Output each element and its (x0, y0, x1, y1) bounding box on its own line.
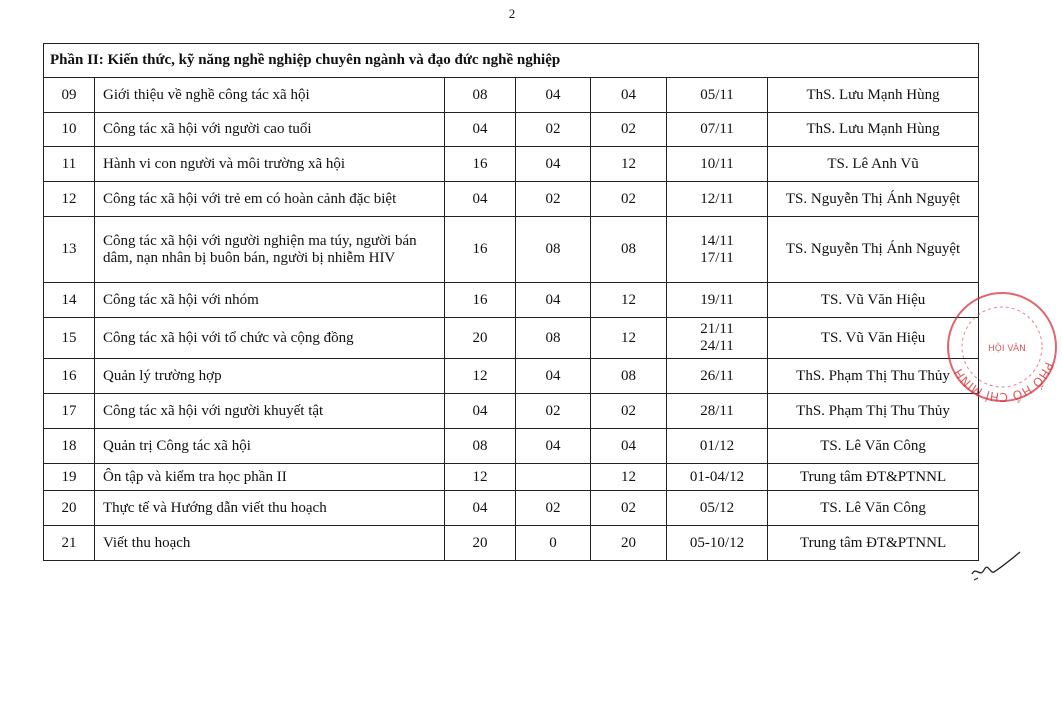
date-cell (667, 182, 768, 217)
theory-hours-cell: 04 (516, 283, 591, 318)
date-cell (667, 359, 768, 394)
date-value: 05/11 (700, 86, 734, 103)
subject-cell: Thực tế và Hướng dẫn viết thu hoạch (95, 491, 445, 526)
table-row (44, 394, 979, 429)
theory-hours-cell: 02 (516, 113, 591, 147)
subject-cell: Công tác xã hội với nhóm (95, 283, 445, 318)
date-value: 19/11 (700, 291, 734, 308)
date-value: 24/11 (700, 338, 734, 354)
subject-cell: Công tác xã hội với người khuyết tật (95, 394, 445, 429)
section-title: Phần II: Kiến thức, kỹ năng nghề nghiệp chuyên ngành và đạo đức nghề nghiệp (44, 44, 979, 78)
total-hours-cell: 04 (445, 491, 516, 526)
table-row (44, 429, 979, 464)
table-row (44, 78, 979, 113)
date-cell (667, 113, 768, 147)
practice-hours-cell: 02 (591, 491, 667, 526)
subject-cell: Quản trị Công tác xã hội (95, 429, 445, 464)
practice-hours-cell: 12 (591, 147, 667, 182)
practice-hours-cell: 12 (591, 464, 667, 491)
lecturer-cell: ThS. Phạm Thị Thu Thủy (768, 359, 979, 394)
row-number: 15 (44, 318, 95, 359)
subject-cell: Công tác xã hội với tổ chức và cộng đồng (95, 318, 445, 359)
total-hours-cell: 20 (445, 318, 516, 359)
row-number: 20 (44, 491, 95, 526)
total-hours-cell: 08 (445, 429, 516, 464)
theory-hours-cell: 0 (516, 526, 591, 561)
date-value: 14/11 (700, 232, 734, 249)
subject-cell: Quản lý trường hợp (95, 359, 445, 394)
date-cell (667, 526, 768, 561)
subject-cell: Công tác xã hội với người nghiện ma túy, người bán dâm, nạn nhân bị buôn bán, người bị nhiễm HIV (95, 217, 445, 283)
theory-hours-cell: 08 (516, 217, 591, 283)
theory-hours-cell: 02 (516, 394, 591, 429)
lecturer-cell: Trung tâm ĐT&PTNNL (768, 464, 979, 491)
lecturer-cell: TS. Lê Văn Công (768, 491, 979, 526)
practice-hours-cell: 20 (591, 526, 667, 561)
table-row (44, 318, 979, 359)
practice-hours-cell: 04 (591, 78, 667, 113)
practice-hours-cell: 02 (591, 394, 667, 429)
date-value: 12/11 (700, 190, 734, 207)
table-row (44, 464, 979, 491)
lecturer-cell: TS. Vũ Văn Hiệu (768, 318, 979, 359)
lecturer-cell: TS. Lê Văn Công (768, 429, 979, 464)
lecturer-cell: TS. Lê Anh Vũ (768, 147, 979, 182)
lecturer-cell: ThS. Lưu Mạnh Hùng (768, 78, 979, 113)
table-row (44, 217, 979, 283)
practice-hours-cell: 08 (591, 217, 667, 283)
table-row (44, 113, 979, 147)
theory-hours-cell: 02 (516, 182, 591, 217)
total-hours-cell: 04 (445, 394, 516, 429)
date-value: 21/11 (700, 321, 734, 337)
lecturer-cell: Trung tâm ĐT&PTNNL (768, 526, 979, 561)
row-number: 18 (44, 429, 95, 464)
practice-hours-cell: 12 (591, 283, 667, 318)
total-hours-cell: 04 (445, 113, 516, 147)
table-row (44, 147, 979, 182)
lecturer-cell: TS. Vũ Văn Hiệu (768, 283, 979, 318)
subject-cell: Hành vi con người và môi trường xã hội (95, 147, 445, 182)
theory-hours-cell: 02 (516, 491, 591, 526)
date-cell (667, 147, 768, 182)
subject-cell: Công tác xã hội với người cao tuổi (95, 113, 445, 147)
theory-hours-cell (516, 464, 591, 491)
subject-cell: Công tác xã hội với trẻ em có hoàn cảnh đặc biệt (95, 182, 445, 217)
date-cell (667, 283, 768, 318)
theory-hours-cell: 04 (516, 359, 591, 394)
total-hours-cell: 12 (445, 359, 516, 394)
svg-text:HỘI VÂN: HỘI VÂN (988, 344, 1026, 354)
row-number: 12 (44, 182, 95, 217)
row-number: 11 (44, 147, 95, 182)
theory-hours-cell: 04 (516, 429, 591, 464)
row-number: 19 (44, 464, 95, 491)
date-value: 17/11 (700, 249, 734, 266)
practice-hours-cell: 08 (591, 359, 667, 394)
date-value: 26/11 (700, 367, 734, 384)
table-row (44, 182, 979, 217)
total-hours-cell: 08 (445, 78, 516, 113)
theory-hours-cell: 04 (516, 78, 591, 113)
date-value: 28/11 (700, 402, 734, 419)
row-number: 17 (44, 394, 95, 429)
date-value: 01/12 (699, 437, 735, 454)
table-row (44, 526, 979, 561)
practice-hours-cell: 02 (591, 182, 667, 217)
lecturer-cell: TS. Nguyễn Thị Ánh Nguyệt (768, 217, 979, 283)
row-number: 10 (44, 113, 95, 147)
date-cell (667, 318, 768, 359)
theory-hours-cell: 04 (516, 147, 591, 182)
date-value: 01-04/12 (689, 468, 745, 485)
date-cell (667, 491, 768, 526)
total-hours-cell: 16 (445, 283, 516, 318)
practice-hours-cell: 02 (591, 113, 667, 147)
total-hours-cell: 20 (445, 526, 516, 561)
row-number: 14 (44, 283, 95, 318)
row-number: 09 (44, 78, 95, 113)
practice-hours-cell: 12 (591, 318, 667, 359)
lecturer-cell: ThS. Phạm Thị Thu Thủy (768, 394, 979, 429)
row-number: 21 (44, 526, 95, 561)
date-cell (667, 217, 768, 283)
theory-hours-cell: 08 (516, 318, 591, 359)
date-cell (667, 394, 768, 429)
date-value: 05-10/12 (689, 534, 745, 551)
date-cell (667, 429, 768, 464)
date-value: 05/12 (699, 499, 735, 516)
date-cell (667, 464, 768, 491)
date-value: 07/11 (700, 121, 734, 137)
section-header-row (44, 44, 979, 78)
row-number: 13 (44, 217, 95, 283)
schedule-table (43, 43, 979, 561)
date-cell (667, 78, 768, 113)
svg-text:PHỐ HỒ CHÍ MINH: PHỐ HỒ CHÍ MINH (951, 360, 1057, 405)
subject-cell: Giới thiệu về nghề công tác xã hội (95, 78, 445, 113)
date-value: 10/11 (700, 155, 734, 172)
row-number: 16 (44, 359, 95, 394)
total-hours-cell: 04 (445, 182, 516, 217)
table-row (44, 283, 979, 318)
lecturer-cell: TS. Nguyễn Thị Ánh Nguyệt (768, 182, 979, 217)
total-hours-cell: 12 (445, 464, 516, 491)
lecturer-cell: ThS. Lưu Mạnh Hùng (768, 113, 979, 147)
page-number: 2 (508, 6, 516, 21)
subject-cell: Viết thu hoạch (95, 526, 445, 561)
signature-mark (968, 548, 1024, 588)
total-hours-cell: 16 (445, 217, 516, 283)
subject-cell: Ôn tập và kiểm tra học phần II (95, 464, 445, 491)
practice-hours-cell: 04 (591, 429, 667, 464)
total-hours-cell: 16 (445, 147, 516, 182)
table-row (44, 491, 979, 526)
table-row (44, 359, 979, 394)
